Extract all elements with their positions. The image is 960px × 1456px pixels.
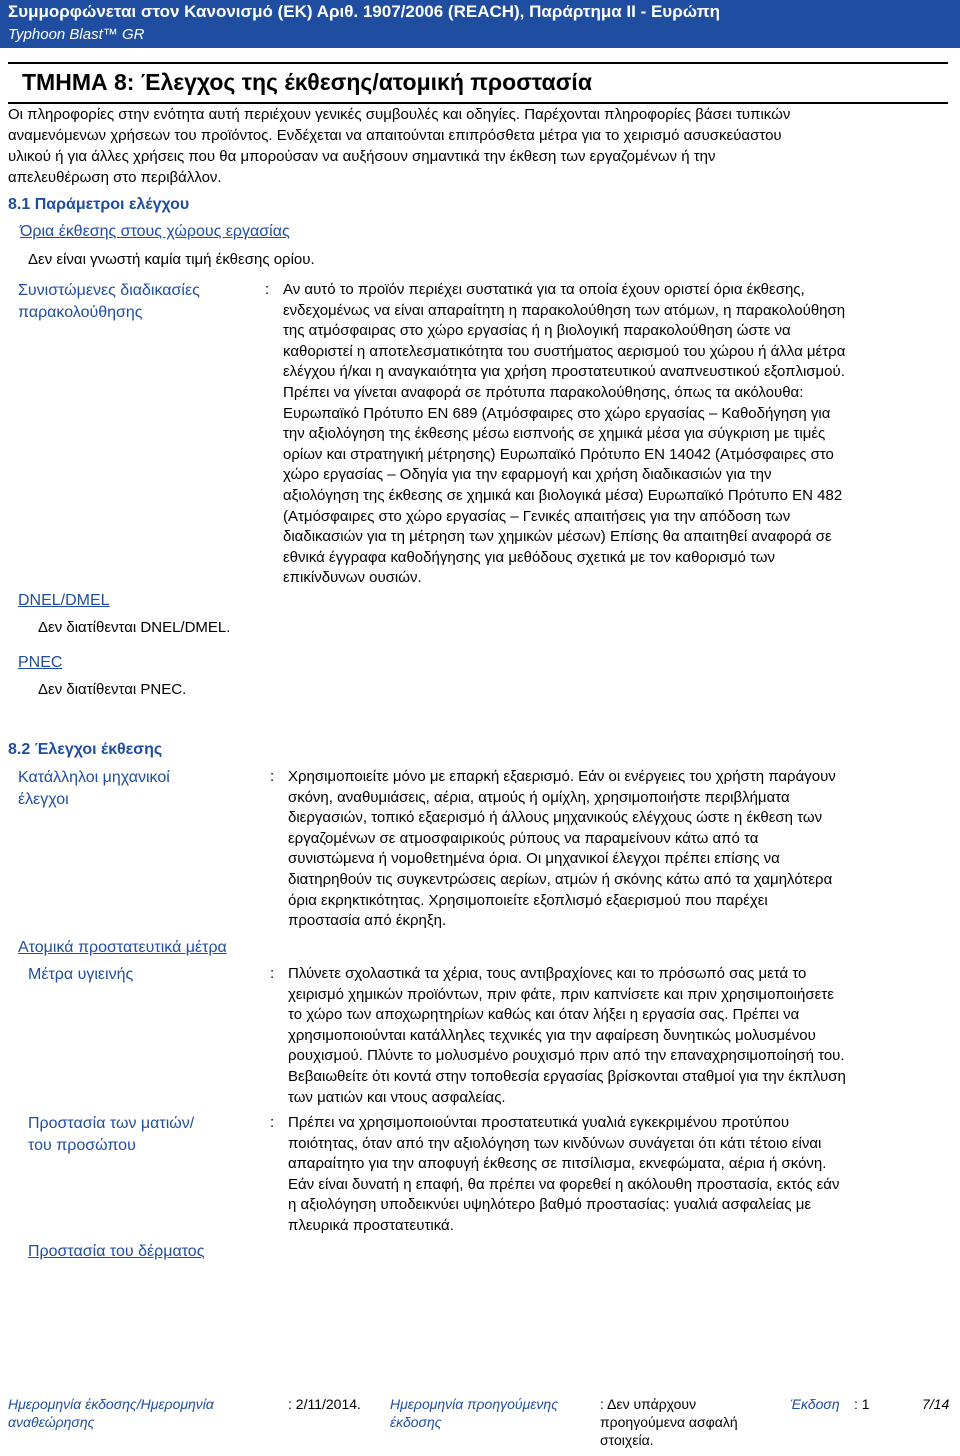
eye-line: Πρέπει να χρησιμοποιούνται προστατευτικά γυαλιά εγκεκριμένου προτύπου [288, 1114, 790, 1131]
colon-separator: : [265, 281, 270, 298]
engineering-label-line: Κατάλληλοι μηχανικοί [18, 769, 170, 786]
monitoring-line: καθοριστεί η αποτελεσματικότητα του συστήματος αερισμού του χώρου ή άλλα μέτρα [283, 342, 846, 360]
engineering-line: όρια εκρηκτικότητας. Χρησιμοποιείτε εξοπλισμό εξαερισμού που παρέχει [288, 891, 768, 909]
monitoring-line: διαδικασιών για τη μέτρηση των χημικών μέσων) Επίσης θα απαιτηθεί αναφορά σε [283, 528, 832, 546]
hygiene-line: το χώρο των αποχωρητηρίων καθώς και όταν λήξει η εργασία σας. Πρέπει να [288, 1006, 800, 1024]
intro-line: Οι πληροφορίες στην ενότητα αυτή περιέχουν γενικές συμβουλές και οδηγίες. Παρέχονται πληροφορίες βάσει τυπικών [8, 106, 791, 123]
monitoring-line: ενδεχομένως να είναι απαραίτητη η παρακολούθηση των ατόμων, η παρακολούθηση [283, 301, 846, 319]
skin-protection-heading: Προστασία του δέρματος [28, 1243, 205, 1260]
engineering-line: Χρησιμοποιείτε μόνο με επαρκή εξαερισμό. Εάν οι ενέργειες του χρήστη παράγουν [288, 768, 836, 785]
eye-line: Εάν είναι δυνατή η επαφή, θα πρέπει να φορεθεί η ακόλουθη προστασία, εκτός εάν [288, 1175, 840, 1193]
footer-issue-date-value: : 2/11/2014. [288, 1396, 361, 1412]
eye-label-line: Προστασία των ματιών/ [28, 1115, 195, 1132]
footer-value-line: στοιχεία. [600, 1432, 654, 1448]
section-title: ΤΜΗΜΑ 8: Έλεγχος της έκθεσης/ατομική προστασία [22, 69, 592, 95]
intro-line: απελευθέρωση στο περιβάλλον. [8, 169, 222, 186]
footer-label-line: Ημερομηνία έκδοσης/Ημερομηνία [8, 1396, 214, 1412]
eye-protection-text [288, 1113, 953, 1237]
monitoring-line: Ευρωπαϊκό Πρότυπο EN 689 (Ατμόσφαιρες στο χώρο εργασίας – Καθοδήγηση για [283, 404, 831, 422]
eye-line: απαραίτητο για την αποφυγή έκθεσης σε πιτσίλισμα, εκνεφώματα, αέρια ή σκόνη. [288, 1155, 827, 1173]
hygiene-text [288, 964, 953, 1108]
monitoring-line: ορίων και στρατηγική μέτρησης) Ευρωπαϊκό Πρότυπο EN 14042 (Ατμόσφαιρες στο [283, 445, 834, 463]
colon-separator: : [270, 768, 275, 785]
eye-line: η αξιολόγηση υποδεικνύει υψηλότερο βαθμό προστασίας: γυαλιά ασφαλείας με [288, 1196, 812, 1214]
footer-value-line: : Δεν υπάρχουν [600, 1396, 697, 1412]
monitoring-line: εθνικά έγγραφα καθοδήγησης για μεθόδους σχετικά με τον καθορισμό των [283, 548, 775, 566]
dnel-text: Δεν διατίθενται DNEL/DMEL. [38, 619, 231, 636]
oel-heading: Όρια έκθεσης στους χώρους εργασίας [20, 223, 290, 240]
heading-8-2: 8.2 Έλεγχοι έκθεσης [8, 741, 163, 758]
hygiene-line: των ματιών και ντους ασφαλείας. [288, 1088, 506, 1106]
monitoring-line: της ατμόσφαιρας στο χώρο εργασίας ή η βιολογική παρακολούθηση ώστε να [283, 322, 791, 340]
footer-previous-date-label [390, 1395, 595, 1431]
engineering-line: εργαζομένων σε ατμοσφαιρικούς ρύπους να παραμείνουν κάτω από τα [288, 829, 759, 847]
eye-line: ποιότητας, όταν από την αξιολόγηση των κινδύνων συνάγεται ότι κάτι τέτοιο είναι [288, 1134, 822, 1152]
product-name: Typhoon Blast™ GR [8, 26, 145, 43]
intro-line: υλικού ή για άλλες χρήσεις που θα μπορούσαν να αυξήσουν σημαντικά την έκθεση των εργαζομένων ή την [8, 148, 716, 165]
eye-line: πλευρικά προστατευτικά. [288, 1216, 454, 1234]
monitoring-text [283, 280, 953, 589]
monitoring-line: επικίνδυνων ουσιών. [283, 569, 422, 587]
pnec-heading: PNEC [18, 654, 63, 671]
oel-text: Δεν είναι γνωστή καμία τιμή έκθεσης ορίου. [28, 251, 315, 268]
engineering-line: διατηρηθούν τις συγκεντρώσεις αερίων, ατμών ή σκόνης κάτω από τα χαμηλότερα [288, 870, 833, 888]
footer-previous-date-value [600, 1395, 780, 1449]
footer-label-line: αναθεώρησης [8, 1414, 95, 1430]
document-header-bar [0, 0, 960, 48]
monitoring-line: (Ατμόσφαιρες στο χώρο εργασίας – Γενικές απαιτήσεις για την απόδοση των [283, 507, 791, 525]
heading-8-1: 8.1 Παράμετροι ελέγχου [8, 196, 190, 213]
footer-page-number: 7/14 [922, 1396, 950, 1412]
monitoring-line: χώρο εργασίας – Οδηγία για την εφαρμογή και χρήση διαδικασιών για την [283, 466, 772, 484]
eye-protection-label [28, 1113, 268, 1157]
monitoring-line: Αν αυτό το προϊόν περιέχει συστατικά για τα οποία έχουν οριστεί όρια έκθεσης, [283, 281, 805, 298]
monitoring-line: αξιολόγηση της έκθεσης σε χημικά και βιολογικά μέσα) Ευρωπαϊκό Πρότυπο EN 482 [283, 486, 843, 504]
section-intro [8, 104, 953, 188]
footer-version-value: : 1 [854, 1396, 870, 1412]
regulation-title: Συμμορφώνεται στον Κανονισμό (ΕΚ) Αριθ. 1907/2006 (REACH), Παράρτημα II - Ευρώπη [8, 2, 721, 21]
engineering-line: συνιστώμενα ή νομοθετημένα όρια. Οι μηχανικοί έλεγχοι πρέπει επίσης να [288, 850, 780, 868]
monitoring-line: ελέγχου ή/και η αναγκαιότητα για χρήση προστατευτικού αναπνευστικού εξοπλισμού. [283, 363, 845, 381]
intro-line: αναμενόμενων χρήσεων του προϊόντος. Ενδέχεται να απαιτούνται επιπρόσθετα μέτρα για το χειρισμό ασυσκεύαστου [8, 127, 782, 144]
monitoring-label-line: Συνιστώμενες διαδικασίες [18, 282, 200, 299]
monitoring-line: την αξιολόγηση της έκθεσης μέσω εισπνοής σε χημικά μέσα για σύγκριση με τιμές [283, 425, 826, 443]
engineering-controls-text [288, 767, 953, 932]
engineering-label-line: έλεγχοι [18, 791, 69, 808]
engineering-controls-label [18, 767, 258, 811]
hygiene-line: Πλύνετε σχολαστικά τα χέρια, τους αντιβραχίονες και το πρόσωπό σας μετά το [288, 965, 807, 982]
engineering-line: σκόνη, αναθυμιάσεις, αέρια, ατμούς ή ομίχλη, χρησιμοποιήστε περιβλήματα [288, 788, 790, 806]
monitoring-label [18, 280, 268, 324]
footer-issue-date-label [8, 1395, 278, 1431]
hygiene-line: χρησιμοποιούνται κατάλληλες τεχνικές για την αφαίρεση δυνητικώς μολυσμένου [288, 1026, 816, 1044]
section-title-box [8, 62, 948, 104]
pnec-text: Δεν διατίθενται PNEC. [38, 681, 187, 698]
footer-label-line: Ημερομηνία προηγούμενης [390, 1396, 559, 1412]
colon-separator: : [270, 965, 275, 982]
footer-version-label: Έκδοση [790, 1396, 840, 1412]
hygiene-label: Μέτρα υγιεινής [28, 966, 134, 983]
colon-separator: : [270, 1114, 275, 1131]
hygiene-line: χειρισμό χημικών προϊόντων, πριν φάτε, πριν καπνίσετε και πριν χρησιμοποιήσετε [288, 985, 834, 1003]
dnel-heading: DNEL/DMEL [18, 592, 110, 609]
eye-label-line: του προσώπου [28, 1137, 136, 1154]
monitoring-label-line: παρακολούθησης [18, 304, 143, 321]
footer-label-line: έκδοσης [390, 1414, 442, 1430]
hygiene-line: Βεβαιωθείτε ότι κοντά στην τοποθεσία εργασίας βρίσκονται σταθμοί για την έκπλυση [288, 1067, 846, 1085]
hygiene-line: ρουχισμού. Πλύντε το μολυσμένο ρουχισμό πριν από την επαναχρησιμοποίησή του. [288, 1047, 845, 1065]
ppe-heading: Ατομικά προστατευτικά μέτρα [18, 939, 227, 956]
monitoring-line: Πρέπει να γίνεται αναφορά σε πρότυπα παρακολούθησης, όπως τα ακόλουθα: [283, 383, 804, 401]
footer-value-line: προηγούμενα ασφαλή [600, 1414, 738, 1430]
engineering-line: διεργασιών, τοπικό εξαερισμό ή άλλους μηχανικούς ελέγχους ώστε η έκθεση των [288, 809, 823, 827]
engineering-line: προστασία από έκρηξη. [288, 912, 447, 930]
